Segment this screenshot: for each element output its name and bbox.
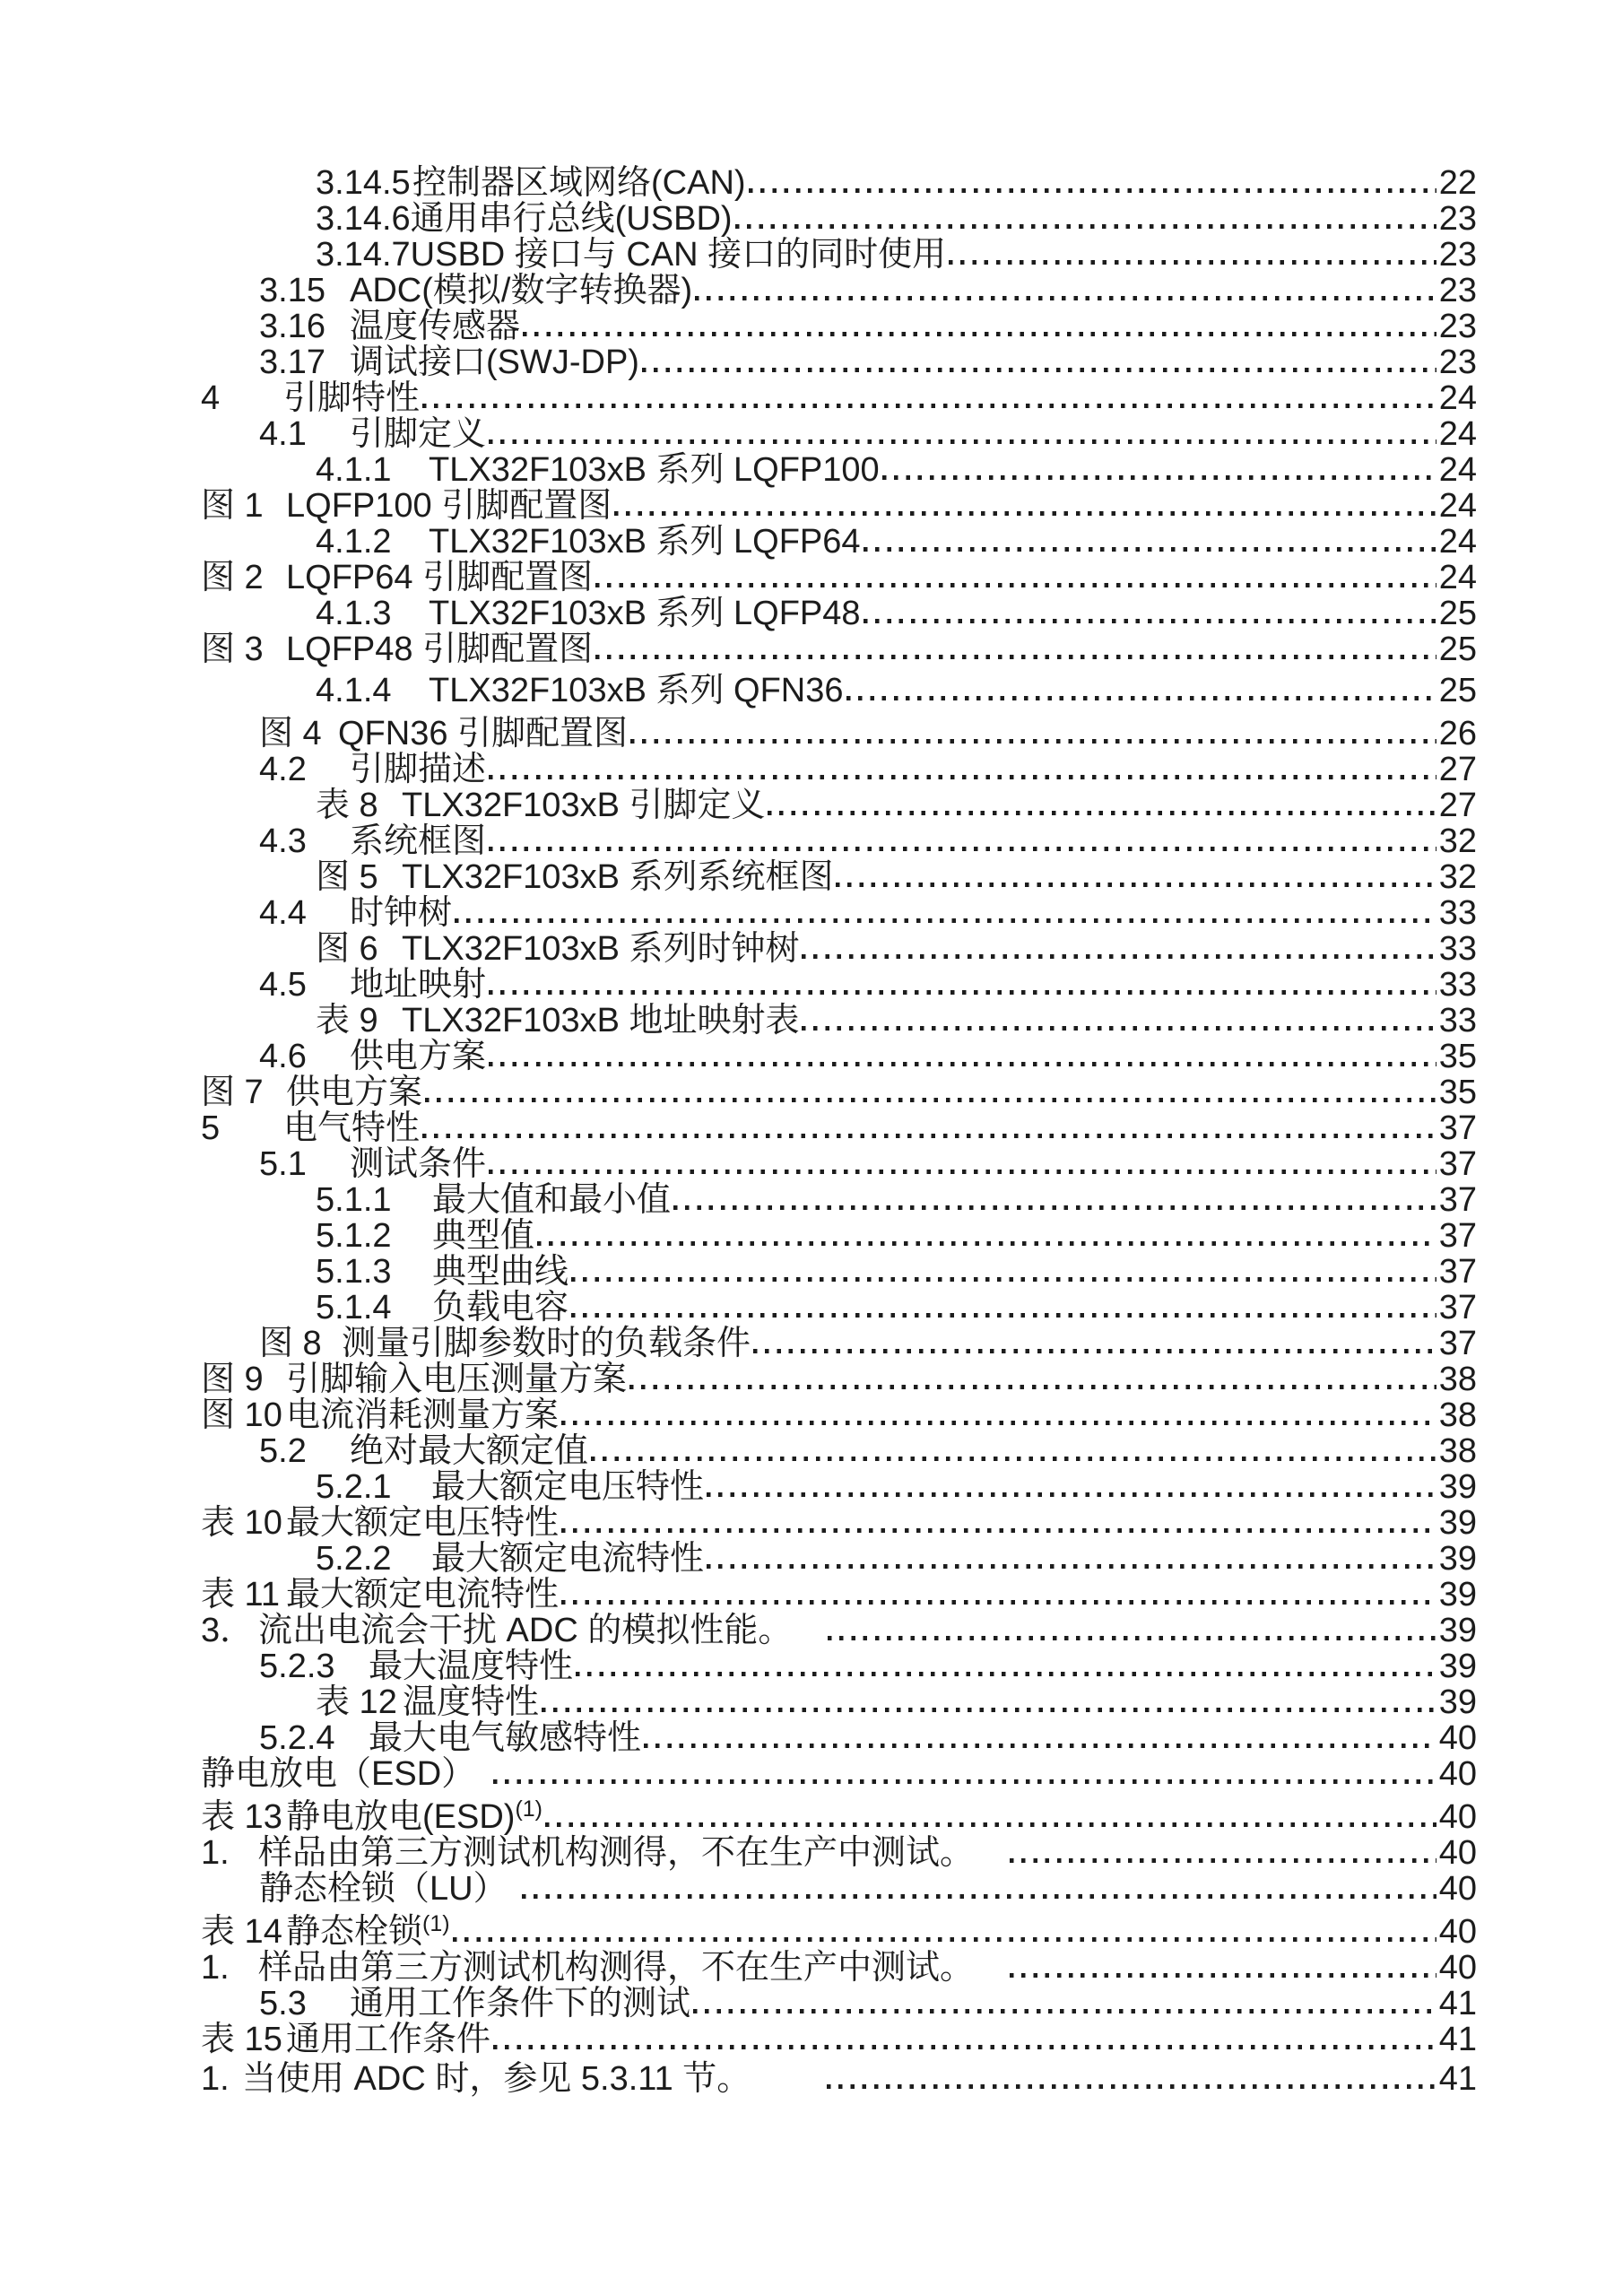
toc-entry[interactable] [201, 273, 1477, 309]
toc-page-number: 24 [1438, 379, 1477, 417]
toc-page-number: 23 [1438, 200, 1477, 238]
toc-entry-title: 引脚特性 [283, 379, 421, 417]
toc-entry[interactable] [201, 524, 1477, 560]
toc-entry-number: 4.1.2 [316, 523, 392, 561]
toc-entry[interactable] [201, 1003, 1477, 1039]
toc-entry-title: TLX32F103xB 系列 LQFP100 [429, 451, 880, 489]
toc-dotted-leader [455, 918, 1436, 923]
toc-entry-title: 时钟树 [350, 894, 453, 932]
toc-page-number: 40 [1438, 1834, 1477, 1872]
toc-entry-number: 4.4 [259, 894, 307, 932]
toc-entry-number: 3.17 [259, 344, 325, 381]
toc-dotted-leader [642, 368, 1436, 372]
toc-page-number: 33 [1438, 966, 1477, 1004]
toc-entry[interactable] [201, 1182, 1477, 1218]
toc-entry[interactable] [201, 309, 1477, 344]
toc-entry[interactable] [201, 1871, 1477, 1907]
toc-entry-title: USBD 接口与 CAN 接口的同时使用 [410, 236, 947, 274]
toc-dotted-leader [453, 1937, 1436, 1942]
toc-page-number: 35 [1438, 1038, 1477, 1075]
toc-entry[interactable] [201, 1684, 1477, 1720]
toc-dotted-leader [753, 1349, 1436, 1353]
toc-entry-number: 5.1.1 [316, 1181, 392, 1219]
toc-page-number: 25 [1438, 631, 1477, 668]
toc-page-number: 39 [1438, 1504, 1477, 1542]
toc-dotted-leader [571, 1313, 1436, 1318]
toc-entry-title: 样品由第三方测试机构测得，不在生产中测试。 [258, 1834, 975, 1872]
toc-dotted-leader [537, 1241, 1436, 1246]
toc-entry[interactable] [201, 201, 1477, 237]
toc-entry-title: 最大额定电流特性 [286, 1576, 560, 1613]
toc-entry[interactable] [201, 596, 1477, 631]
toc-entry-number: 4.2 [259, 751, 307, 788]
toc-entry-title: 静电放电（ESD） [201, 1755, 476, 1793]
toc-entry-number: 3.14.6 [316, 200, 411, 238]
toc-entry-number: 5.2.2 [316, 1540, 392, 1578]
toc-entry-number: 5.2.4 [259, 1719, 335, 1757]
toc-dotted-leader [489, 775, 1436, 779]
toc-entry-title: 典型值 [432, 1217, 535, 1255]
toc-entry[interactable] [201, 1290, 1477, 1326]
toc-entry[interactable] [201, 1254, 1477, 1290]
toc-dotted-leader [489, 847, 1436, 851]
toc-page-number: 24 [1438, 451, 1477, 489]
toc-entry-title: 静态栓锁（LU） [259, 1870, 508, 1908]
toc-page-number: 32 [1438, 858, 1477, 896]
toc-dotted-leader [542, 1708, 1436, 1712]
toc-dotted-leader [425, 1098, 1436, 1102]
toc-entry-title: 温度传感器 [350, 308, 521, 345]
toc-dotted-leader [571, 1277, 1436, 1282]
toc-dotted-leader [846, 696, 1436, 700]
toc-entry-title: 静电放电(ESD) [286, 1798, 516, 1836]
toc-entry-number: 图 1 [201, 487, 264, 525]
toc-entry-number: 图 7 [201, 1074, 264, 1111]
toc-dotted-leader [1010, 1973, 1436, 1978]
toc-page-number: 23 [1438, 236, 1477, 274]
toc-page-number: 33 [1438, 1002, 1477, 1039]
toc-entry-number: 4.3 [259, 822, 307, 860]
toc-entry[interactable] [201, 1469, 1477, 1505]
toc-entry[interactable] [201, 631, 1477, 667]
toc-entry-title: 典型曲线 [432, 1253, 569, 1291]
toc-entry-title: 最大电气敏感特性 [369, 1719, 642, 1757]
toc-entry-number: 4 [201, 379, 221, 417]
toc-entry-title: 流出电流会干扰 ADC 的模拟性能。 [258, 1612, 793, 1649]
toc-dotted-leader [707, 1564, 1436, 1569]
toc-dotted-leader [735, 224, 1436, 229]
toc-page-number: 26 [1438, 715, 1477, 752]
toc-page-number: 27 [1438, 787, 1477, 824]
toc-entry-number: 表 15 [201, 2021, 282, 2058]
toc-dotted-leader [591, 1457, 1436, 1461]
toc-dotted-leader [422, 1134, 1436, 1138]
toc-entry-title: 通用串行总线(USBD) [410, 200, 733, 238]
toc-entry-number: 1. [201, 2060, 230, 2098]
toc-entry-number: 3.15 [259, 272, 325, 309]
toc-page-number: 37 [1438, 1145, 1477, 1183]
toc-page-number: 38 [1438, 1396, 1477, 1434]
toc-dotted-leader [864, 619, 1436, 623]
toc-dotted-leader [561, 1600, 1436, 1605]
toc-page-number: 37 [1438, 1325, 1477, 1362]
toc-entry[interactable] [201, 1074, 1477, 1110]
toc-entry-title: 最大额定电流特性 [431, 1540, 705, 1578]
toc-entry-number: 4.1.4 [316, 672, 392, 709]
toc-entry[interactable] [201, 895, 1477, 931]
toc-entry-number: 4.5 [259, 966, 307, 1004]
toc-page-number: 35 [1438, 1074, 1477, 1111]
toc-dotted-leader [707, 1492, 1436, 1497]
toc-entry-title: QFN36 引脚配置图 [338, 715, 629, 752]
toc-page-number: 25 [1438, 672, 1477, 709]
toc-entry-number: 5.1.3 [316, 1253, 392, 1291]
toc-entry[interactable] [201, 1756, 1477, 1792]
toc-entry-number: 1. [201, 1834, 230, 1872]
toc-entry-number: 表 8 [316, 787, 378, 824]
toc-entry-number: 1. [201, 1949, 230, 1987]
toc-dotted-leader [882, 475, 1436, 480]
toc-entry[interactable] [201, 1986, 1477, 2022]
toc-entry-number: 表 13 [201, 1798, 282, 1836]
toc-entry-title: 供电方案 [286, 1074, 423, 1111]
toc-dotted-leader [522, 1894, 1436, 1899]
toc-entry[interactable] [201, 2061, 1477, 2097]
toc-entry-title: 调试接口(SWJ-DP) [350, 344, 639, 381]
toc-entry-title: 地址映射 [350, 966, 487, 1004]
toc-page-number: 37 [1438, 1253, 1477, 1291]
toc-entry-title: 电气特性 [283, 1109, 421, 1147]
toc-entry[interactable] [201, 1541, 1477, 1577]
toc-entry-title: 引脚描述 [350, 751, 487, 788]
toc-page-number: 39 [1438, 1648, 1477, 1685]
toc-page-number: 33 [1438, 930, 1477, 968]
toc-entry[interactable] [201, 752, 1477, 787]
toc-dotted-leader [561, 1421, 1436, 1425]
toc-entry[interactable] [201, 1039, 1477, 1074]
toc-entry[interactable] [201, 1648, 1477, 1684]
toc-entry-title: LQFP64 引脚配置图 [286, 559, 594, 596]
toc-page-number: 41 [1438, 1985, 1477, 2022]
toc-entry-number: 5.3 [259, 1985, 307, 2022]
toc-page-number: 24 [1438, 415, 1477, 453]
toc-entry[interactable] [201, 673, 1477, 709]
toc-entry-title: 系统框图 [350, 822, 487, 860]
toc-entry[interactable] [201, 237, 1477, 273]
toc-entry-title: 最大温度特性 [369, 1648, 574, 1685]
toc-entry-number: 图 4 [259, 715, 322, 752]
toc-page-number: 41 [1438, 2021, 1477, 2058]
toc-entry-number: 表 10 [201, 1504, 282, 1542]
toc-entry-title: 控制器区域网络(CAN) [412, 164, 746, 202]
toc-page-number: 32 [1438, 822, 1477, 860]
toc-entry-title: 样品由第三方测试机构测得，不在生产中测试。 [258, 1949, 975, 1987]
toc-entry[interactable] [201, 1835, 1477, 1871]
toc-dotted-leader [493, 2045, 1436, 2049]
toc-entry-title: TLX32F103xB 系列系统框图 [402, 858, 834, 896]
toc-entry-number: 图 5 [316, 858, 378, 896]
toc-dotted-leader [489, 439, 1436, 444]
toc-dotted-leader [768, 811, 1436, 815]
toc-entry[interactable] [201, 416, 1477, 452]
toc-entry[interactable] [201, 1218, 1477, 1254]
toc-entry-number: 表 12 [316, 1683, 397, 1721]
toc-entry-number: 3.14.7 [316, 236, 411, 274]
toc-entry[interactable] [201, 1110, 1477, 1146]
toc-entry-title: 通用工作条件下的测试 [350, 1985, 691, 2022]
toc-entry[interactable] [201, 931, 1477, 967]
toc-entry-title: 最大额定电压特性 [431, 1468, 705, 1506]
toc-page-number: 39 [1438, 1540, 1477, 1578]
toc-page-number: 41 [1438, 2060, 1477, 2098]
toc-list [201, 165, 1477, 2097]
toc-entry-title: 最大值和最小值 [432, 1181, 672, 1219]
toc-entry[interactable]: 表 13 静电放电(ESD) (1) 40 [201, 1796, 1477, 1836]
toc-dotted-leader [422, 404, 1436, 408]
toc-page-number: 40 [1438, 1913, 1477, 1951]
toc-entry-number: 3.14.5 [316, 164, 411, 202]
toc-entry[interactable] [201, 1950, 1477, 1986]
toc-entry[interactable] [201, 823, 1477, 859]
toc-entry-title: TLX32F103xB 系列 LQFP64 [429, 523, 861, 561]
toc-dotted-leader [489, 990, 1436, 995]
toc-entry-number: 4.1.1 [316, 451, 392, 489]
toc-dotted-leader [836, 883, 1436, 887]
toc-entry-number: 表 9 [316, 1002, 378, 1039]
toc-page-number: 24 [1438, 487, 1477, 525]
toc-entry-number: 5.2.1 [316, 1468, 392, 1506]
toc-entry-title: 测量引脚参数时的负载条件 [342, 1325, 751, 1362]
toc-dotted-leader [629, 1385, 1436, 1389]
toc-page-number: 23 [1438, 344, 1477, 381]
toc-entry-number: 5.1.2 [316, 1217, 392, 1255]
toc-page-number: 39 [1438, 1683, 1477, 1721]
toc-entry[interactable] [201, 1577, 1477, 1613]
toc-page-number: 37 [1438, 1181, 1477, 1219]
toc-page-number: 33 [1438, 894, 1477, 932]
toc-page-number: 40 [1438, 1798, 1477, 1836]
toc-entry-number: 4.1.3 [316, 595, 392, 632]
toc-dotted-leader [614, 511, 1436, 516]
toc-entry[interactable] [201, 488, 1477, 524]
toc-dotted-leader [595, 655, 1436, 659]
toc-entry[interactable] [201, 344, 1477, 380]
toc-page-number: 24 [1438, 523, 1477, 561]
toc-entry-number: 图 8 [259, 1325, 322, 1362]
toc-entry[interactable] [201, 1361, 1477, 1397]
toc-entry[interactable] [201, 380, 1477, 416]
toc-entry[interactable] [201, 452, 1477, 488]
toc-entry[interactable] [201, 1720, 1477, 1756]
toc-page-number: 40 [1438, 1755, 1477, 1793]
toc-entry-title: 绝对最大额定值 [350, 1432, 589, 1470]
toc-page-number: 25 [1438, 595, 1477, 632]
toc-entry-number: 3． [201, 1612, 255, 1649]
toc-entry-title: 测试条件 [350, 1145, 487, 1183]
toc-entry-title: 引脚定义 [350, 415, 487, 453]
toc-entry-title: ADC(模拟/数字转换器) [350, 272, 693, 309]
toc-page-number: 37 [1438, 1217, 1477, 1255]
toc-page-number: 40 [1438, 1870, 1477, 1908]
toc-entry-title: 最大额定电压特性 [286, 1504, 560, 1542]
toc-page-number: 37 [1438, 1109, 1477, 1147]
toc-entry[interactable] [201, 165, 1477, 201]
toc-dotted-leader [828, 1636, 1436, 1640]
toc-entry-title: 引脚输入电压测量方案 [286, 1361, 628, 1398]
toc-entry[interactable] [201, 1146, 1477, 1182]
toc-entry-title: 当使用 ADC 时，参见 5.3.11 节。 [242, 2060, 751, 2098]
toc-dotted-leader [523, 332, 1436, 336]
toc-entry[interactable] [201, 1433, 1477, 1469]
toc-page-number: 24 [1438, 559, 1477, 596]
toc-entry[interactable] [201, 2022, 1477, 2057]
toc-entry-title: TLX32F103xB 地址映射表 [402, 1002, 800, 1039]
toc-dotted-leader [545, 1822, 1436, 1827]
toc-entry-title: TLX32F103xB 系列时钟树 [402, 930, 800, 968]
toc-dotted-leader [693, 2009, 1436, 2013]
toc-entry-number: 4.1 [259, 415, 307, 453]
toc-entry[interactable] [201, 1397, 1477, 1433]
toc-entry[interactable] [201, 859, 1477, 895]
toc-page-number: 23 [1438, 308, 1477, 345]
toc-entry-title: 通用工作条件 [286, 2021, 491, 2058]
toc-entry[interactable] [201, 787, 1477, 823]
toc-entry[interactable] [201, 967, 1477, 1003]
toc-entry-number: 4.6 [259, 1038, 307, 1075]
toc-entry-number: 表 11 [201, 1576, 281, 1613]
toc-entry-number: 5 [201, 1109, 221, 1147]
toc-entry-number: 图 3 [201, 631, 264, 668]
toc-page-number: 40 [1438, 1719, 1477, 1757]
toc-entry-number: 5.1 [259, 1145, 307, 1183]
toc-dotted-leader [644, 1744, 1436, 1748]
toc-page-number: 39 [1438, 1468, 1477, 1506]
toc-page-number: 38 [1438, 1361, 1477, 1398]
toc-entry[interactable] [201, 1613, 1477, 1648]
toc-page-number: 37 [1438, 1289, 1477, 1326]
toc-entry-number: 5.2.3 [259, 1648, 335, 1685]
toc-entry-number: 5.1.4 [316, 1289, 392, 1326]
toc-page-number: 39 [1438, 1612, 1477, 1649]
toc-entry-number: 5.2 [259, 1432, 307, 1470]
toc-dotted-leader [489, 1062, 1436, 1066]
toc-dotted-leader [749, 188, 1436, 193]
toc-dotted-leader [802, 954, 1436, 959]
toc-page-number: 39 [1438, 1576, 1477, 1613]
toc-entry-title: 静态栓锁 [286, 1913, 423, 1951]
toc-page-number: 22 [1438, 164, 1477, 202]
toc-entry[interactable] [201, 1505, 1477, 1541]
toc-entry[interactable] [201, 716, 1477, 752]
toc-entry-title: TLX32F103xB 系列 QFN36 [429, 672, 844, 709]
toc-page-number: 23 [1438, 272, 1477, 309]
toc-page-number: 38 [1438, 1432, 1477, 1470]
toc-entry-number: 图 6 [316, 930, 378, 968]
toc-dotted-leader [630, 739, 1436, 744]
toc-entry[interactable]: 表 14 静态栓锁 (1) 40 [201, 1911, 1477, 1951]
toc-entry-title: TLX32F103xB 引脚定义 [402, 787, 766, 824]
toc-dotted-leader [561, 1528, 1436, 1533]
toc-entry-title: 供电方案 [350, 1038, 487, 1075]
toc-entry-number: 3.16 [259, 308, 325, 345]
toc-entry[interactable] [201, 560, 1477, 596]
toc-entry-number: 图 9 [201, 1361, 264, 1398]
toc-dotted-leader [576, 1672, 1436, 1676]
toc-entry-number: 表 14 [201, 1913, 282, 1951]
toc-dotted-leader [864, 547, 1436, 552]
toc-entry-title: 温度特性 [403, 1683, 540, 1721]
toc-entry-title: TLX32F103xB 系列 LQFP48 [429, 595, 861, 632]
toc-dotted-leader [489, 1170, 1436, 1174]
toc-dotted-leader [695, 296, 1436, 300]
toc-dotted-leader [827, 2084, 1436, 2089]
toc-dotted-leader [595, 583, 1436, 587]
toc-dotted-leader [802, 1026, 1436, 1031]
toc-entry-title: 负载电容 [432, 1289, 569, 1326]
toc-dotted-leader [949, 260, 1436, 265]
toc-dotted-leader [673, 1205, 1436, 1210]
toc-dotted-leader [493, 1779, 1436, 1784]
toc-entry[interactable] [201, 1326, 1477, 1361]
toc-entry-title: LQFP100 引脚配置图 [286, 487, 612, 525]
toc-page-number: 40 [1438, 1949, 1477, 1987]
toc-entry-number: 图 10 [201, 1396, 282, 1434]
toc-entry-title: 电流消耗测量方案 [286, 1396, 560, 1434]
toc-page-number: 27 [1438, 751, 1477, 788]
toc-dotted-leader [1010, 1858, 1436, 1863]
toc-entry-title: LQFP48 引脚配置图 [286, 631, 594, 668]
toc-entry-number: 图 2 [201, 559, 264, 596]
